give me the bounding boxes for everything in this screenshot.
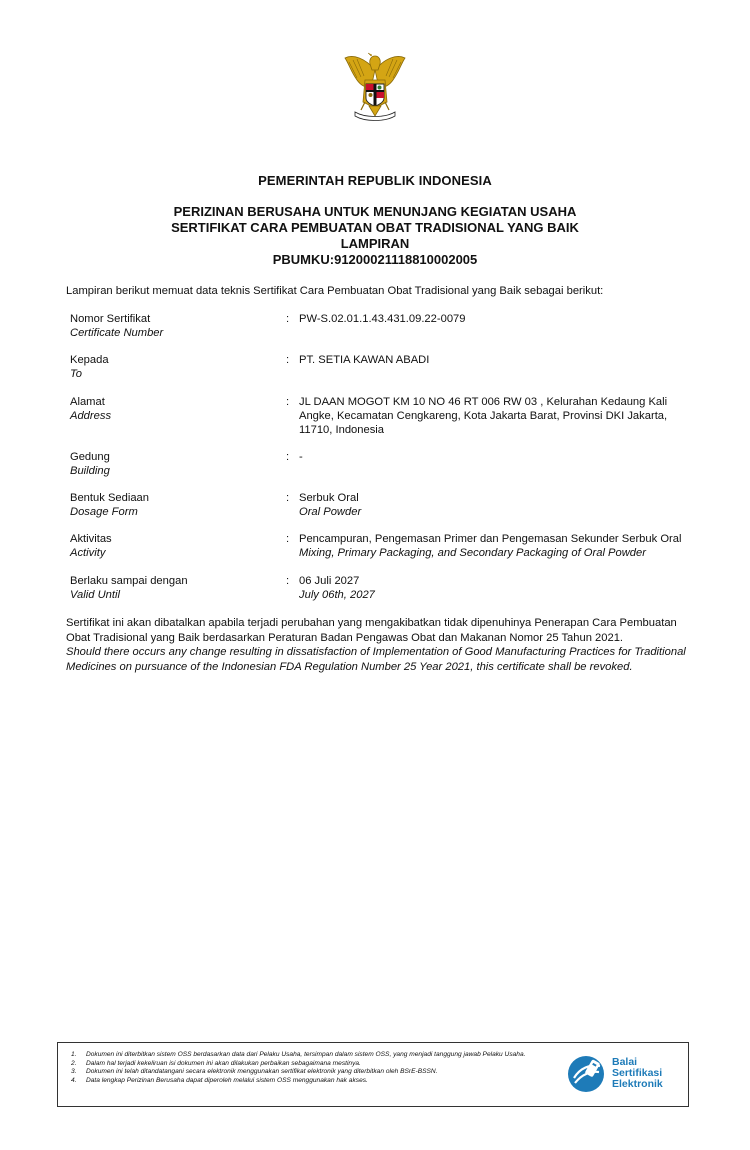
field-label-id: Kepada	[70, 354, 109, 366]
field-separator: :	[286, 354, 290, 366]
government-title: PEMERINTAH REPUBLIK INDONESIA	[258, 173, 492, 188]
field-label	[70, 353, 280, 381]
field-label	[70, 532, 280, 560]
intro-text: Lampiran berikut memuat data teknis Sertifikat Cara Pembuatan Obat Tradisional yang Baik sebagai berikut:	[66, 285, 604, 297]
field-label-en: Building	[70, 465, 110, 477]
field-value	[299, 353, 679, 367]
title-line-3: LAMPIRAN	[340, 236, 410, 251]
field-label-en: Certificate Number	[70, 327, 164, 339]
field-value-id: -	[299, 451, 303, 463]
footer-note	[66, 1077, 566, 1086]
note-number: 2.	[71, 1059, 77, 1067]
pbumku-number: PBUMKU:91200021118810002005	[272, 252, 478, 267]
field-value	[299, 532, 691, 560]
field-separator: :	[286, 313, 290, 325]
document-heading	[0, 204, 750, 268]
field-label-id: Berlaku sampai dengan	[70, 575, 188, 587]
field-label	[70, 312, 280, 340]
field-label-en: Valid Until	[70, 589, 120, 601]
footer-notes	[66, 1051, 566, 1085]
field-value-id: PW-S.02.01.1.43.431.09.22-0079	[299, 313, 466, 325]
field-separator: :	[286, 396, 290, 408]
note-text: Dokumen ini diterbitkan sistem OSS berdasarkan data dari Pelaku Usaha, tersimpan dalam sistem OSS, yang menjadi tanggung jawab Pelaku Usaha.	[86, 1051, 526, 1058]
note-number: 1.	[71, 1051, 77, 1058]
field-label	[70, 450, 280, 478]
field-label-en: Dosage Form	[70, 506, 138, 518]
field-separator: :	[286, 575, 290, 587]
note-text: Dokumen ini telah ditandatangani secara elektronik menggunakan sertifikat elektronik yang diterbitkan oleh BSrE-BSSN.	[86, 1068, 438, 1076]
bsre-line-2: Sertifikasi	[612, 1067, 663, 1079]
footer-note	[66, 1051, 566, 1060]
revocation-notice	[66, 616, 686, 674]
bsre-line-3: Elektronik	[612, 1078, 663, 1090]
title-line-2: SERTIFIKAT CARA PEMBUATAN OBAT TRADISIONAL YANG BAIK	[171, 220, 579, 235]
field-label	[70, 491, 280, 519]
field-separator: :	[286, 451, 290, 463]
field-value	[299, 450, 679, 464]
field-label	[70, 395, 280, 423]
field-value-id: JL DAAN MOGOT KM 10 NO 46 RT 006 RW 03 , Kelurahan Kedaung Kali Angke, Kecamatan Cengkareng, Kota Jakarta Barat, Provinsi DKI Jakarta, 11710, Indonesia	[299, 396, 668, 436]
footer-note	[66, 1060, 566, 1069]
field-label-id: Gedung	[70, 451, 110, 463]
field-separator: :	[286, 492, 290, 504]
footer-note	[66, 1068, 566, 1077]
field-value-id: Pencampuran, Pengemasan Primer dan Pengemasan Sekunder Serbuk Oral	[299, 533, 682, 545]
field-value-en: Mixing, Primary Packaging, and Secondary Packaging of Oral Powder	[299, 547, 646, 559]
field-value	[299, 574, 679, 602]
field-label-id: Alamat	[70, 396, 105, 408]
field-label-en: Activity	[70, 547, 106, 559]
field-label-id: Nomor Sertifikat	[70, 313, 151, 325]
field-value-en: Oral Powder	[299, 506, 362, 518]
note-text: Dalam hal terjadi kekeliruan isi dokumen ini akan dilakukan perbaikan sebagaimana mestinya.	[86, 1059, 361, 1067]
title-line-1: PERIZINAN BERUSAHA UNTUK MENUNJANG KEGIATAN USAHA	[173, 204, 577, 219]
bsre-logo-icon	[566, 1054, 608, 1094]
field-value	[299, 491, 679, 519]
field-label-en: To	[70, 368, 83, 380]
field-label-id: Bentuk Sediaan	[70, 492, 149, 504]
notice-en: Should there occurs any change resulting in dissatisfaction of Implementation of Good Manufacturing Practices for Traditional Medicines on pursuance of the Indonesian FDA Regulation Number 25 Year 2021, this certificate shall be revoked.	[66, 646, 686, 673]
note-number: 4.	[71, 1076, 77, 1084]
note-number: 3.	[71, 1068, 77, 1076]
bsre-logo	[566, 1054, 684, 1094]
field-label	[70, 574, 280, 602]
garuda-pancasila-emblem-icon	[335, 50, 415, 125]
field-separator: :	[286, 533, 290, 545]
field-value-id: Serbuk Oral	[299, 492, 359, 504]
field-value	[299, 312, 679, 326]
field-label-en: Address	[70, 410, 112, 422]
note-text: Data lengkap Perizinan Berusaha dapat diperoleh melalui sistem OSS menggunakan hak akses.	[86, 1076, 368, 1084]
field-value	[299, 395, 679, 437]
field-label-id: Aktivitas	[70, 533, 112, 545]
field-value-en: July 06th, 2027	[299, 589, 375, 601]
field-value-id: PT. SETIA KAWAN ABADI	[299, 354, 430, 366]
footer-box	[57, 1042, 689, 1107]
notice-id: Sertifikat ini akan dibatalkan apabila terjadi perubahan yang mengakibatkan tidak dipenuhinya Penerapan Cara Pembuatan Obat Tradisional yang Baik berdasarkan Peraturan Badan Pengawas Obat dan Makanan Nomor 25 Tahun 2021.	[66, 617, 677, 644]
bsre-line-1: Balai	[612, 1056, 638, 1068]
field-value-id: 06 Juli 2027	[299, 575, 360, 587]
bsre-logo-text	[612, 1057, 663, 1090]
